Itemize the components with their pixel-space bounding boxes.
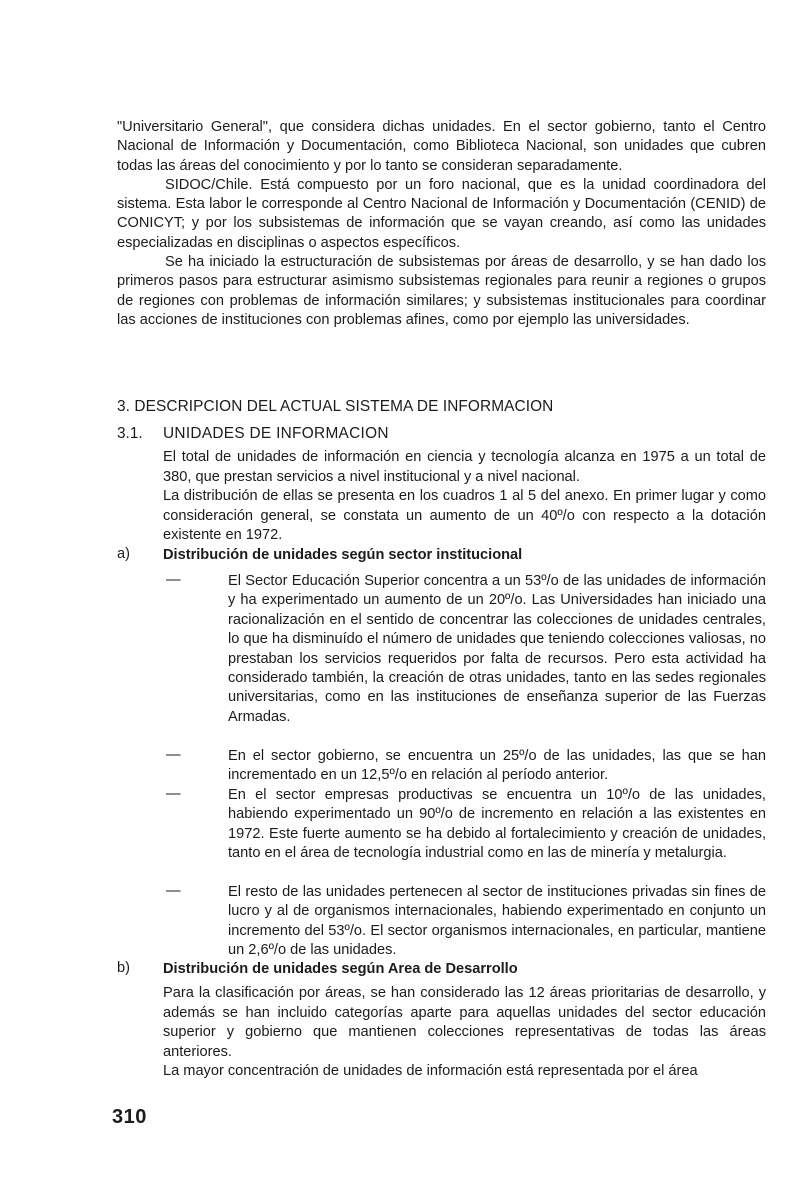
bullet-item-3 [228, 786, 766, 864]
item-b-label: b) [117, 960, 130, 976]
subsection-title: UNIDADES DE INFORMACION [163, 425, 389, 442]
bullet-item-2 [228, 747, 766, 786]
intro-block [117, 118, 766, 330]
intro-paragraph-1: "Universitario General", que considera dichas unidades. En el sector gobierno, tanto el Centro Nacional de Información y Documentación, como Biblioteca Nacional, son unidades que cubren todas las áreas del conocimiento y por lo tanto se consideran separadamente. [117, 119, 766, 174]
subsection-number: 3.1. [117, 425, 143, 442]
intro-paragraph-2: SIDOC/Chile. Está compuesto por un foro nacional, que es la unidad coordinadora del sistema. Esta labor le corresponde al Centro Nacional de Información y Documentación (CENID) de CONICYT; y por los subsistemas de información que se vayan creando, así como las unidades especializadas en disciplinas o aspectos específicos. [117, 176, 766, 251]
item-b-body [163, 984, 766, 1082]
bullet-item-2-text: En el sector gobierno, se encuentra un 25º/o de las unidades, las que se han incrementado en un 12,5º/o en relación al período anterior. [228, 748, 766, 784]
item-b-paragraph-1: Para la clasificación por áreas, se han considerado las 12 áreas prioritarias de desarrollo, y además se han incluido categorías aparte para aquellas unidades del sector educación superior y gobierno que mantienen colecciones representativas de todas las áreas anteriores. [163, 985, 766, 1060]
section-heading: 3. DESCRIPCION DEL ACTUAL SISTEMA DE INFORMACION [117, 398, 554, 415]
bullet-dash: — [166, 747, 181, 763]
section-paragraph-1: El total de unidades de información en ciencia y tecnología alcanza en 1975 a un total de 380, que prestan servicios a nivel institucional y a nivel nacional. [163, 449, 766, 485]
item-a-title: Distribución de unidades según sector institucional [163, 547, 523, 563]
bullet-item-3-text: En el sector empresas productivas se encuentra un 10º/o de las unidades, habiendo experimentado un 90º/o de incremento en relación a las existentes en 1972. Este fuerte aumento se ha debido al fortalecimiento y creación de unidades, tanto en el área de tecnología industrial como en las de minería y metalurgia. [228, 787, 766, 862]
bullet-item-1 [228, 572, 766, 727]
item-a-label: a) [117, 546, 130, 562]
bullet-dash: — [166, 786, 181, 802]
bullet-item-4 [228, 883, 766, 961]
item-b-paragraph-2: La mayor concentración de unidades de información está representada por el área [163, 1063, 698, 1080]
intro-paragraph-3: Se ha iniciado la estructuración de subsistemas por áreas de desarrollo, y se han dado los primeros pasos para estructurar asimismo subsistemas regionales para reunir a regiones o grupos de regiones con problemas de información similares; y subsistemas institucionales para coordinar las acciones de instituciones con problemas afines, como por ejemplo las universidades. [117, 254, 766, 328]
item-b-title: Distribución de unidades según Area de Desarrollo [163, 961, 518, 977]
bullet-dash: — [166, 883, 181, 899]
page-number: 310 [112, 1106, 147, 1128]
section-body [163, 448, 766, 546]
bullet-item-4-text: El resto de las unidades pertenecen al sector de instituciones privadas sin fines de lucro y al de organismos internacionales, habiendo experimentado en conjunto un incremento del 53º/o. El sector organismos internacionales, en particular, mantiene un 2,6º/o de las unidades. [228, 884, 766, 959]
bullet-dash: — [166, 572, 181, 588]
section-paragraph-2: La distribución de ellas se presenta en los cuadros 1 al 5 del anexo. En primer lugar y como consideración general, se constata un aumento de un 40º/o con respecto a la dotación existente en 1972. [163, 488, 766, 544]
bullet-item-1-text: El Sector Educación Superior concentra a un 53º/o de las unidades de información y ha experimentado un aumento de un 20º/o. Las Universidades han iniciado una racionalización en el sentido de concentrar las colecciones de unidades centrales, lo que ha disminuído el número de unidades que teniendo colecciones valiosas, no prestaban los servicios requeridos por falta de recursos. Pero esta actividad ha considerado también, la creación de otras unidades, tanto en las sedes regionales universitarias, como en las instituciones de enseñanza superior de las Fuerzas Armadas. [228, 573, 766, 725]
